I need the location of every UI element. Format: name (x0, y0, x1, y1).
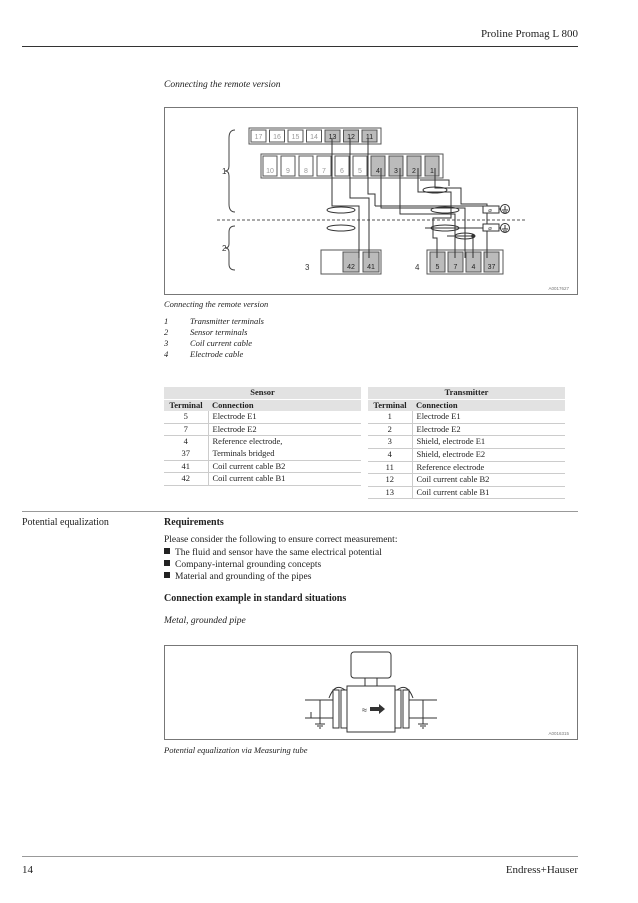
col-connection: Connection (412, 399, 565, 411)
section-title: Potential equalization (22, 517, 109, 528)
section-rule (22, 511, 578, 512)
legend-item: 3 Coil current cable (164, 338, 253, 348)
terminal-label: 3 (394, 168, 398, 175)
terminal-label: 41 (367, 264, 375, 271)
table-row: 1 Electrode E1 (368, 411, 565, 423)
terminal (389, 156, 403, 176)
callout-2: 2 (222, 244, 227, 253)
example-subheading: Metal, grounded pipe (164, 616, 246, 626)
terminal-label: 2 (412, 168, 416, 175)
requirements-intro: Please consider the following to ensure correct measurement: (164, 535, 398, 545)
brand-name: Endress+Hauser (505, 864, 578, 876)
terminal (425, 156, 439, 176)
col-connection: Connection (208, 399, 361, 411)
diagram-legend (164, 316, 364, 360)
terminal-label: 11 (365, 134, 374, 141)
terminal (299, 156, 313, 176)
terminal-label: 5 (358, 168, 362, 175)
callout-4: 4 (415, 263, 420, 272)
table-row: 11 Reference electrode (368, 461, 565, 474)
legend-item: 4 Electrode cable (164, 349, 244, 359)
col-terminal: Terminal (164, 399, 208, 411)
terminal-label: 7 (322, 168, 326, 175)
terminal (343, 252, 359, 272)
terminal-label: 15 (291, 134, 300, 141)
sensor-table-title: Sensor (164, 387, 361, 399)
shield-mark-icon: ⌀ (488, 226, 492, 232)
terminal-label: 10 (266, 168, 274, 175)
terminal-label: 17 (254, 134, 263, 141)
terminal (407, 156, 421, 176)
list-item: Company-internal grounding concepts (164, 560, 382, 572)
terminal (335, 156, 349, 176)
terminal (270, 130, 285, 142)
pipe-diagram (164, 645, 578, 740)
legend-item: 1 Transmitter terminals (164, 316, 264, 326)
table-row: 5 Electrode E1 (164, 411, 361, 423)
terminal-label: 16 (273, 134, 281, 141)
figure-code: A0017627 (548, 286, 569, 291)
transmitter-table-title: Transmitter (368, 387, 565, 399)
wiring-diagram-svg (165, 108, 577, 294)
table-row: 41 Coil current cable B2 (164, 460, 361, 473)
terminal-label: 12 (347, 134, 355, 141)
callout-3: 3 (305, 263, 310, 272)
page-number: 14 (22, 864, 33, 876)
terminal-label: 6 (340, 168, 344, 175)
terminal-label: 7 (453, 264, 458, 271)
table-row: 2 Electrode E2 (368, 423, 565, 436)
table-row: 37 Terminals bridged (164, 448, 361, 460)
footer-rule (22, 856, 578, 857)
flow-icon: ≈ (362, 705, 367, 715)
table-row: 13 Coil current cable B1 (368, 486, 565, 499)
bullet-icon (164, 560, 170, 566)
diagram-heading: Connecting the remote version (164, 80, 281, 90)
table-row: 42 Coil current cable B1 (164, 473, 361, 486)
terminal (371, 156, 385, 176)
wiring-diagram (164, 107, 578, 295)
terminal (363, 252, 379, 272)
legend-item: 2 Sensor terminals (164, 327, 248, 337)
requirements-list (164, 548, 382, 584)
col-terminal: Terminal (368, 399, 412, 411)
list-item: Material and grounding of the pipes (164, 572, 382, 584)
table-row: 12 Coil current cable B2 (368, 474, 565, 487)
terminal (251, 130, 266, 142)
transmitter-table (368, 387, 565, 499)
terminal-label: 37 (487, 264, 496, 271)
table-row: 3 Shield, electrode E1 (368, 436, 565, 449)
terminal-label: 9 (286, 168, 290, 175)
terminal (344, 130, 359, 142)
table-row: 4 Reference electrode, (164, 436, 361, 448)
terminal-label: 13 (328, 134, 337, 141)
list-item: The fluid and sensor have the same electrical potential (164, 548, 382, 560)
terminal-label: 5 (435, 264, 440, 271)
diagram-caption: Connecting the remote version (164, 299, 269, 309)
terminal-label: 4 (376, 168, 380, 175)
figure-code: A0016315 (548, 731, 569, 736)
terminal-label: 42 (347, 264, 355, 271)
table-row: 4 Shield, electrode E2 (368, 448, 565, 461)
terminal (484, 252, 499, 272)
terminal (362, 130, 377, 142)
bullet-icon (164, 548, 170, 554)
terminal-label: 8 (304, 168, 308, 175)
terminal (353, 156, 367, 176)
terminal (317, 156, 331, 176)
terminal-label: 4 (471, 264, 476, 271)
terminal (288, 130, 303, 142)
requirements-heading: Requirements (164, 517, 224, 528)
pipe-diagram-caption: Potential equalization via Measuring tube (164, 745, 308, 755)
terminal (307, 130, 322, 142)
header-rule (22, 46, 578, 47)
shield-mark-icon: ⌀ (488, 208, 492, 214)
terminal-label: 1 (430, 168, 434, 175)
table-row: 7 Electrode E2 (164, 423, 361, 436)
terminal (263, 156, 277, 176)
terminal (281, 156, 295, 176)
sensor-table (164, 387, 361, 486)
running-header: Proline Promag L 800 (480, 28, 578, 40)
terminal-label: 14 (310, 134, 318, 141)
example-heading: Connection example in standard situations (164, 593, 347, 604)
pipe-diagram-svg (165, 646, 577, 739)
callout-1: 1 (222, 167, 227, 176)
bullet-icon (164, 572, 170, 578)
